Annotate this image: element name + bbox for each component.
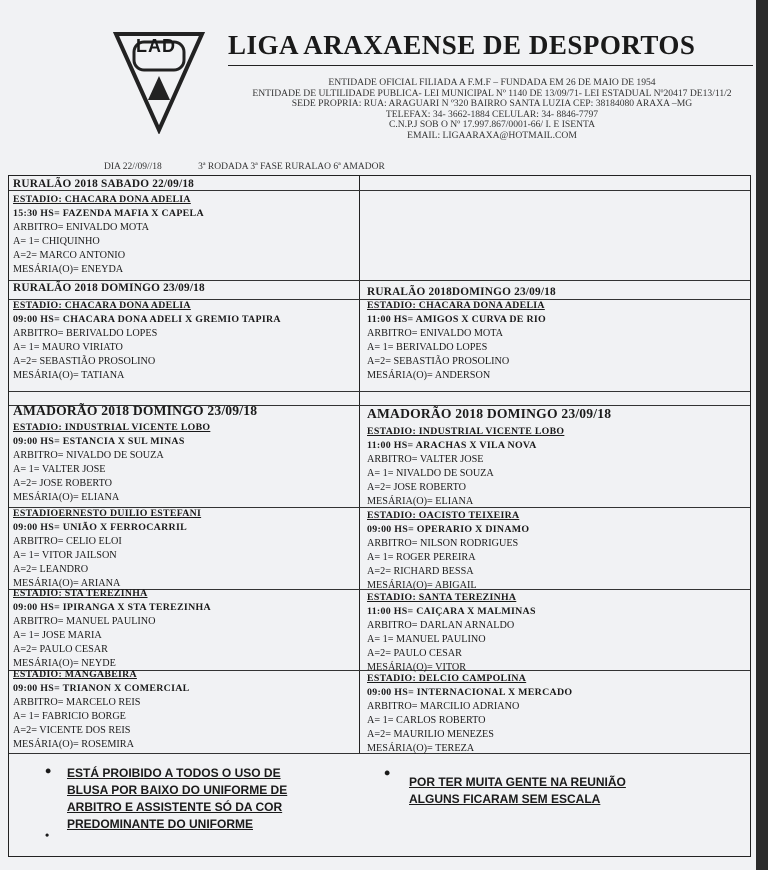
stadium-name: ESTADIO: CHACARA DONA ADELIA: [367, 300, 545, 311]
table-official-line: MESÁRIA(O)= ROSEMIRA: [13, 739, 134, 750]
block-header: AMADORÃO 2018 DOMINGO 23/09/18: [367, 406, 612, 421]
notice-line: ARBITRO E ASSISTENTE SÓ DA COR: [67, 800, 283, 814]
bullet-icon: •: [45, 828, 50, 842]
stadium-name: ESTADIO: STA TEREZINHA: [13, 588, 148, 599]
stadium-name: ESTADIO: INDUSTRIAL VICENTE LOBO: [367, 426, 565, 437]
block-header: AMADORÃO 2018 DOMINGO 23/09/18: [13, 403, 258, 418]
referee-line: ARBITRO= MARCILIO ADRIANO: [367, 701, 520, 712]
match-line: 09:00 HS= INTERNACIONAL X MERCADO: [367, 687, 573, 698]
assistant-2-line: A=2= LEANDRO: [13, 564, 89, 575]
assistant-1-line: A= 1= MAURO VIRIATO: [13, 342, 123, 353]
match-line: 09:00 HS= IPIRANGA X STA TEREZINHA: [13, 602, 211, 613]
stadium-name: ESTADIO: SANTA TEREZINHA: [367, 592, 517, 603]
title-underline: [228, 65, 753, 66]
table-official-line: MESÁRIA(O)= ELIANA: [367, 496, 474, 507]
logo-text: LAD: [136, 36, 176, 56]
stadium-name: ESTADIOERNESTO DUILIO ESTEFANI: [13, 508, 202, 519]
table-official-line: MESÁRIA(O)= ARIANA: [13, 578, 121, 589]
table-official-line: MESÁRIA(O)= TEREZA: [367, 743, 475, 754]
match-line: 09:00 HS= ESTANCIA X SUL MINAS: [13, 436, 185, 447]
referee-line: ARBITRO= DARLAN ARNALDO: [367, 620, 515, 631]
match-block: [13, 402, 257, 505]
bullet-icon: •: [45, 761, 52, 781]
assistant-1-line: A= 1= VALTER JOSE: [13, 464, 106, 475]
match-block: [367, 405, 611, 509]
match-block: [13, 668, 190, 752]
match-line: 09:00 HS= UNIÃO X FERROCARRIL: [13, 522, 187, 533]
info-line: TELEFAX: 34- 3662-1884 CELULAR: 34- 8846-7797: [385, 108, 599, 120]
day-label: DIA 22//09//18: [104, 162, 162, 172]
stadium-name: ESTADIO: CHACARA DONA ADELIA: [13, 300, 191, 311]
table-official-line: MESÁRIA(O)= NEYDE: [13, 658, 116, 669]
notice-line: ESTÁ PROIBIDO A TODOS O USO DE: [67, 766, 281, 780]
referee-line: ARBITRO= CELIO ELOI: [13, 536, 122, 547]
match-line: 11:00 HS= AMIGOS X CURVA DE RIO: [367, 314, 547, 325]
match-block: [367, 672, 572, 756]
round-line: [104, 162, 419, 172]
assistant-1-line: A= 1= MANUEL PAULINO: [367, 634, 486, 645]
assistant-2-line: A=2= SEBASTIÃO PROSOLINO: [13, 356, 156, 367]
table-official-line: MESÁRIA(O)= TATIANA: [13, 370, 125, 381]
assistant-2-line: A=2= MARCO ANTONIO: [13, 250, 126, 261]
notice-line: ALGUNS FICARAM SEM ESCALA: [409, 792, 601, 806]
assistant-1-line: A= 1= CARLOS ROBERTO: [367, 715, 486, 726]
assistant-2-line: A=2= JOSE ROBERTO: [13, 478, 112, 489]
stadium-name: ESTADIO: CHACARA DONA ADELIA: [13, 194, 191, 205]
assistant-2-line: A=2= VICENTE DOS REIS: [13, 725, 131, 736]
match-block: [367, 591, 536, 675]
referee-line: ARBITRO= ENIVALDO MOTA: [367, 328, 504, 339]
info-line: ENTIDADE DE ULTILIDADE PUBLICA- LEI MUNICIPAL Nº 1140 DE 13/09/71- LEI ESTADUAL Nº20417 DE13/11/2: [252, 87, 732, 99]
referee-line: ARBITRO= ENIVALDO MOTA: [13, 222, 150, 233]
organization-info: [222, 78, 762, 142]
notice-line: PREDOMINANTE DO UNIFORME: [67, 817, 253, 831]
assistant-1-line: A= 1= VITOR JAILSON: [13, 550, 117, 561]
match-block: [13, 281, 281, 383]
assistant-1-line: A= 1= BERIVALDO LOPES: [367, 342, 488, 353]
assistant-1-line: A= 1= ROGER PEREIRA: [367, 552, 476, 563]
page-title: LIGA ARAXAENSE DE DESPORTOS: [228, 30, 696, 60]
referee-line: ARBITRO= MANUEL PAULINO: [13, 616, 156, 627]
notice-uniform: [67, 765, 287, 833]
block-header: RURALÃO 2018DOMINGO 23/09/18: [367, 286, 556, 298]
match-block: [367, 509, 529, 593]
referee-line: ARBITRO= VALTER JOSE: [367, 454, 484, 465]
match-block: [367, 285, 556, 383]
table-official-line: MESÁRIA(O)= ENEYDA: [13, 264, 124, 275]
table-official-line: MESÁRIA(O)= ANDERSON: [367, 370, 491, 381]
match-line: 11:00 HS= ARACHAS X VILA NOVA: [367, 440, 537, 451]
assistant-2-line: A=2= SEBASTIÃO PROSOLINO: [367, 356, 510, 367]
notice-line: POR TER MUITA GENTE NA REUNIÃO: [409, 775, 626, 789]
assistant-1-line: A= 1= NIVALDO DE SOUZA: [367, 468, 494, 479]
stadium-name: ESTADIO: OACISTO TEIXEIRA: [367, 510, 520, 521]
stadium-name: ESTADIO: DELCIO CAMPOLINA: [367, 673, 527, 684]
info-line: C.N.P.J SOB O Nº 17.997.867/0001-66/ I. E ISENTA: [388, 119, 596, 131]
table-official-line: MESÁRIA(O)= VITOR: [367, 662, 467, 673]
assistant-2-line: A=2= MAURILIO MENEZES: [367, 729, 494, 740]
assistant-1-line: A= 1= JOSE MARIA: [13, 630, 102, 641]
block-header: RURALÃO 2018 DOMINGO 23/09/18: [13, 282, 205, 294]
table-official-line: MESÁRIA(O)= ELIANA: [13, 492, 120, 503]
assistant-1-line: A= 1= FABRICIO BORGE: [13, 711, 126, 722]
referee-line: ARBITRO= MARCELO REIS: [13, 697, 141, 708]
info-line: EMAIL: LIGAARAXA@HOTMAIL.COM: [407, 129, 577, 141]
match-block: [13, 507, 201, 591]
assistant-2-line: A=2= JOSE ROBERTO: [367, 482, 466, 493]
info-line: ENTIDADE OFICIAL FILIADA A F.M.F – FUNDADA EM 26 DE MAIO DE 1954: [328, 77, 656, 88]
block-header: RURALÃO 2018 SABADO 22/09/18: [13, 178, 195, 190]
match-line: 09:00 HS= CHACARA DONA ADELI X GREMIO TAPIRA: [13, 314, 281, 325]
stadium-name: ESTADIO: INDUSTRIAL VICENTE LOBO: [13, 422, 211, 433]
schedule-table: [8, 175, 751, 857]
referee-line: ARBITRO= NIVALDO DE SOUZA: [13, 450, 164, 461]
info-line: SEDE PROPRIA: RUA: ARAGUARI N º320 BAIRRO SANTA LUZIA CEP: 38184080 ARAXA –MG: [291, 98, 693, 110]
assistant-2-line: A=2= RICHARD BESSA: [367, 566, 474, 577]
row-divider: [9, 391, 750, 392]
assistant-1-line: A= 1= CHIQUINHO: [13, 236, 100, 247]
match-line: 11:00 HS= CAIÇARA X MALMINAS: [367, 606, 536, 617]
match-line: 15:30 HS= FAZENDA MAFIA X CAPELA: [13, 208, 204, 219]
notice-meeting: [409, 774, 626, 808]
referee-line: ARBITRO= BERIVALDO LOPES: [13, 328, 158, 339]
match-line: 09:00 HS= OPERARIO X DINAMO: [367, 524, 530, 535]
column-divider: [359, 176, 360, 753]
match-line: 09:00 HS= TRIANON X COMERCIAL: [13, 683, 190, 694]
match-block: [13, 177, 204, 277]
referee-line: ARBITRO= NILSON RODRIGUES: [367, 538, 519, 549]
match-block: [13, 587, 211, 671]
assistant-2-line: A=2= PAULO CESAR: [13, 644, 108, 655]
table-official-line: MESÁRIA(O)= ABIGAIL: [367, 580, 477, 591]
stadium-name: ESTADIO: MANGABEIRA: [13, 669, 137, 680]
round-label: 3ª RODADA 3ª FASE RURALAO 6ª AMADOR: [198, 162, 385, 172]
notice-line: BLUSA POR BAIXO DO UNIFORME DE: [67, 783, 288, 797]
assistant-2-line: A=2= PAULO CESAR: [367, 648, 462, 659]
page-edge-shadow: [756, 0, 768, 870]
bullet-icon: •: [384, 763, 391, 783]
